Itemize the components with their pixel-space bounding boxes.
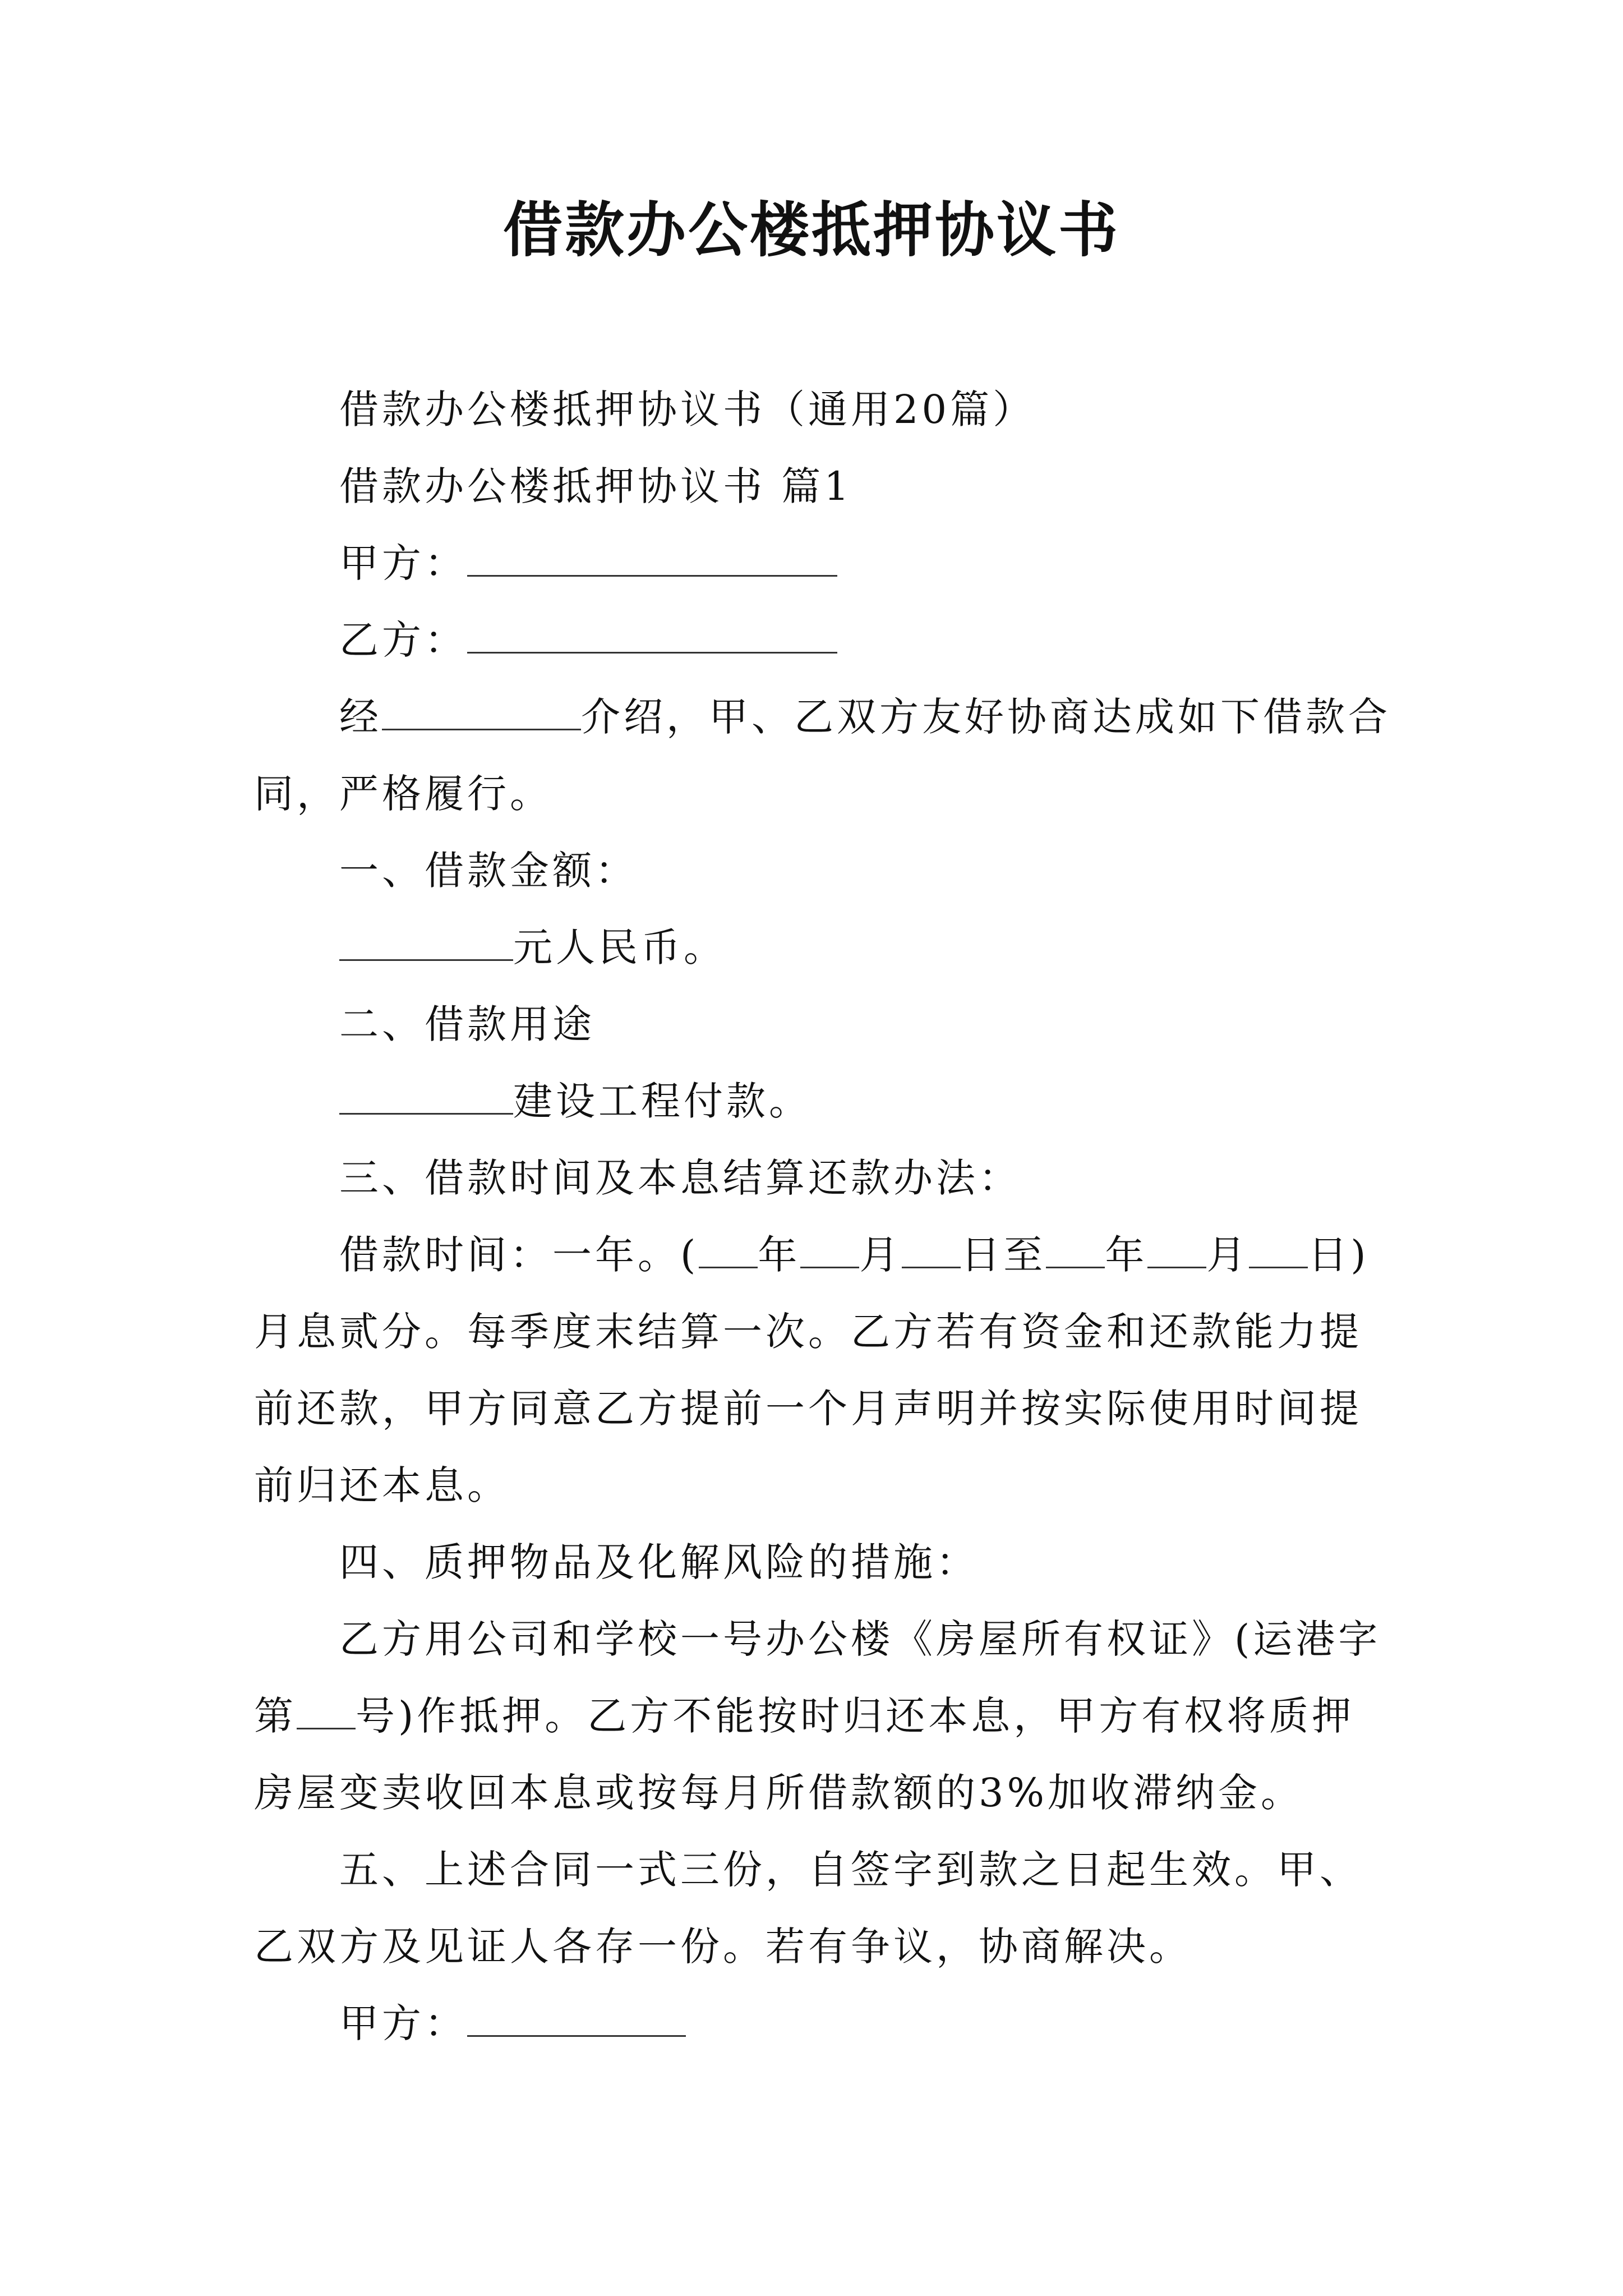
start-day-blank	[902, 1227, 961, 1268]
section3-title: 三、借款时间及本息结算还款办法：	[339, 1155, 1021, 1201]
section3-rest: 日)月息贰分。每季度末结算一次。乙方若有资金和还款能力提前还款，甲方同意乙方提前一个月声明并按实际使用时间提前归还本息。	[254, 1232, 1370, 1508]
section3-year: 年	[758, 1232, 801, 1278]
document-title: 借款办公楼抵押协议书	[503, 195, 1120, 265]
section2-text: 建设工程付款。	[513, 1078, 811, 1124]
party-a-blank	[467, 536, 837, 577]
amount-blank	[339, 920, 513, 961]
intro-paragraph	[254, 679, 1393, 832]
collection-line: 借款办公楼抵押协议书（通用20篇）	[339, 386, 1036, 432]
intro-suffix: 介绍，甲、乙双方友好协商达成如下借款合同，严格履行。	[254, 694, 1391, 817]
section2-text-line	[254, 1063, 1393, 1140]
end-year-blank	[1046, 1227, 1105, 1268]
section5-paragraph: 五、上述合同一式三份，自签字到款之日起生效。甲、乙双方及见证人各存一份。若有争议，协商解决。	[254, 1847, 1362, 1970]
sign-label: 甲方：	[339, 2000, 467, 2046]
start-year-blank	[699, 1227, 758, 1268]
section3-year2: 年	[1105, 1232, 1148, 1278]
end-day-blank	[1249, 1227, 1308, 1268]
section4-title: 四、质押物品及化解风险的措施：	[339, 1539, 979, 1585]
certificate-number-blank	[297, 1688, 356, 1729]
section2-title: 二、借款用途	[339, 1001, 595, 1047]
start-month-blank	[800, 1227, 859, 1268]
party-a-label: 甲方：	[339, 540, 467, 586]
intro-prefix: 经	[339, 694, 382, 740]
document-body	[254, 371, 1393, 2062]
signature-line	[254, 1985, 1393, 2062]
party-b-line	[254, 602, 1393, 679]
section3-month2: 月	[1206, 1232, 1249, 1278]
section1-text-line	[254, 909, 1393, 986]
section3-p1: 借款时间：一年。(	[339, 1232, 699, 1278]
section3-month: 月	[859, 1232, 902, 1278]
section4-p2: 号)作抵押。乙方不能按时归还本息，甲方有权将质押房屋变卖收回本息或按每月所借款额的3%加收滞纳金。	[254, 1693, 1355, 1816]
party-a-line	[254, 525, 1393, 602]
chapter-line: 借款办公楼抵押协议书 篇1	[339, 463, 852, 509]
section3-paragraph	[254, 1217, 1393, 1524]
signature-blank	[467, 1996, 686, 2037]
section3-day-to: 日至	[961, 1232, 1046, 1278]
section4-paragraph	[254, 1601, 1393, 1832]
end-month-blank	[1147, 1227, 1206, 1268]
party-b-blank	[467, 613, 837, 654]
party-b-label: 乙方：	[339, 617, 467, 663]
introducer-blank	[382, 689, 581, 730]
section1-text: 元人民币。	[513, 924, 726, 970]
section4-p1: 乙方用公司和学校一号办公楼《房屋所有权证》(运港字第	[254, 1616, 1381, 1739]
section1-title: 一、借款金额：	[339, 848, 638, 894]
purpose-blank	[339, 1074, 513, 1115]
